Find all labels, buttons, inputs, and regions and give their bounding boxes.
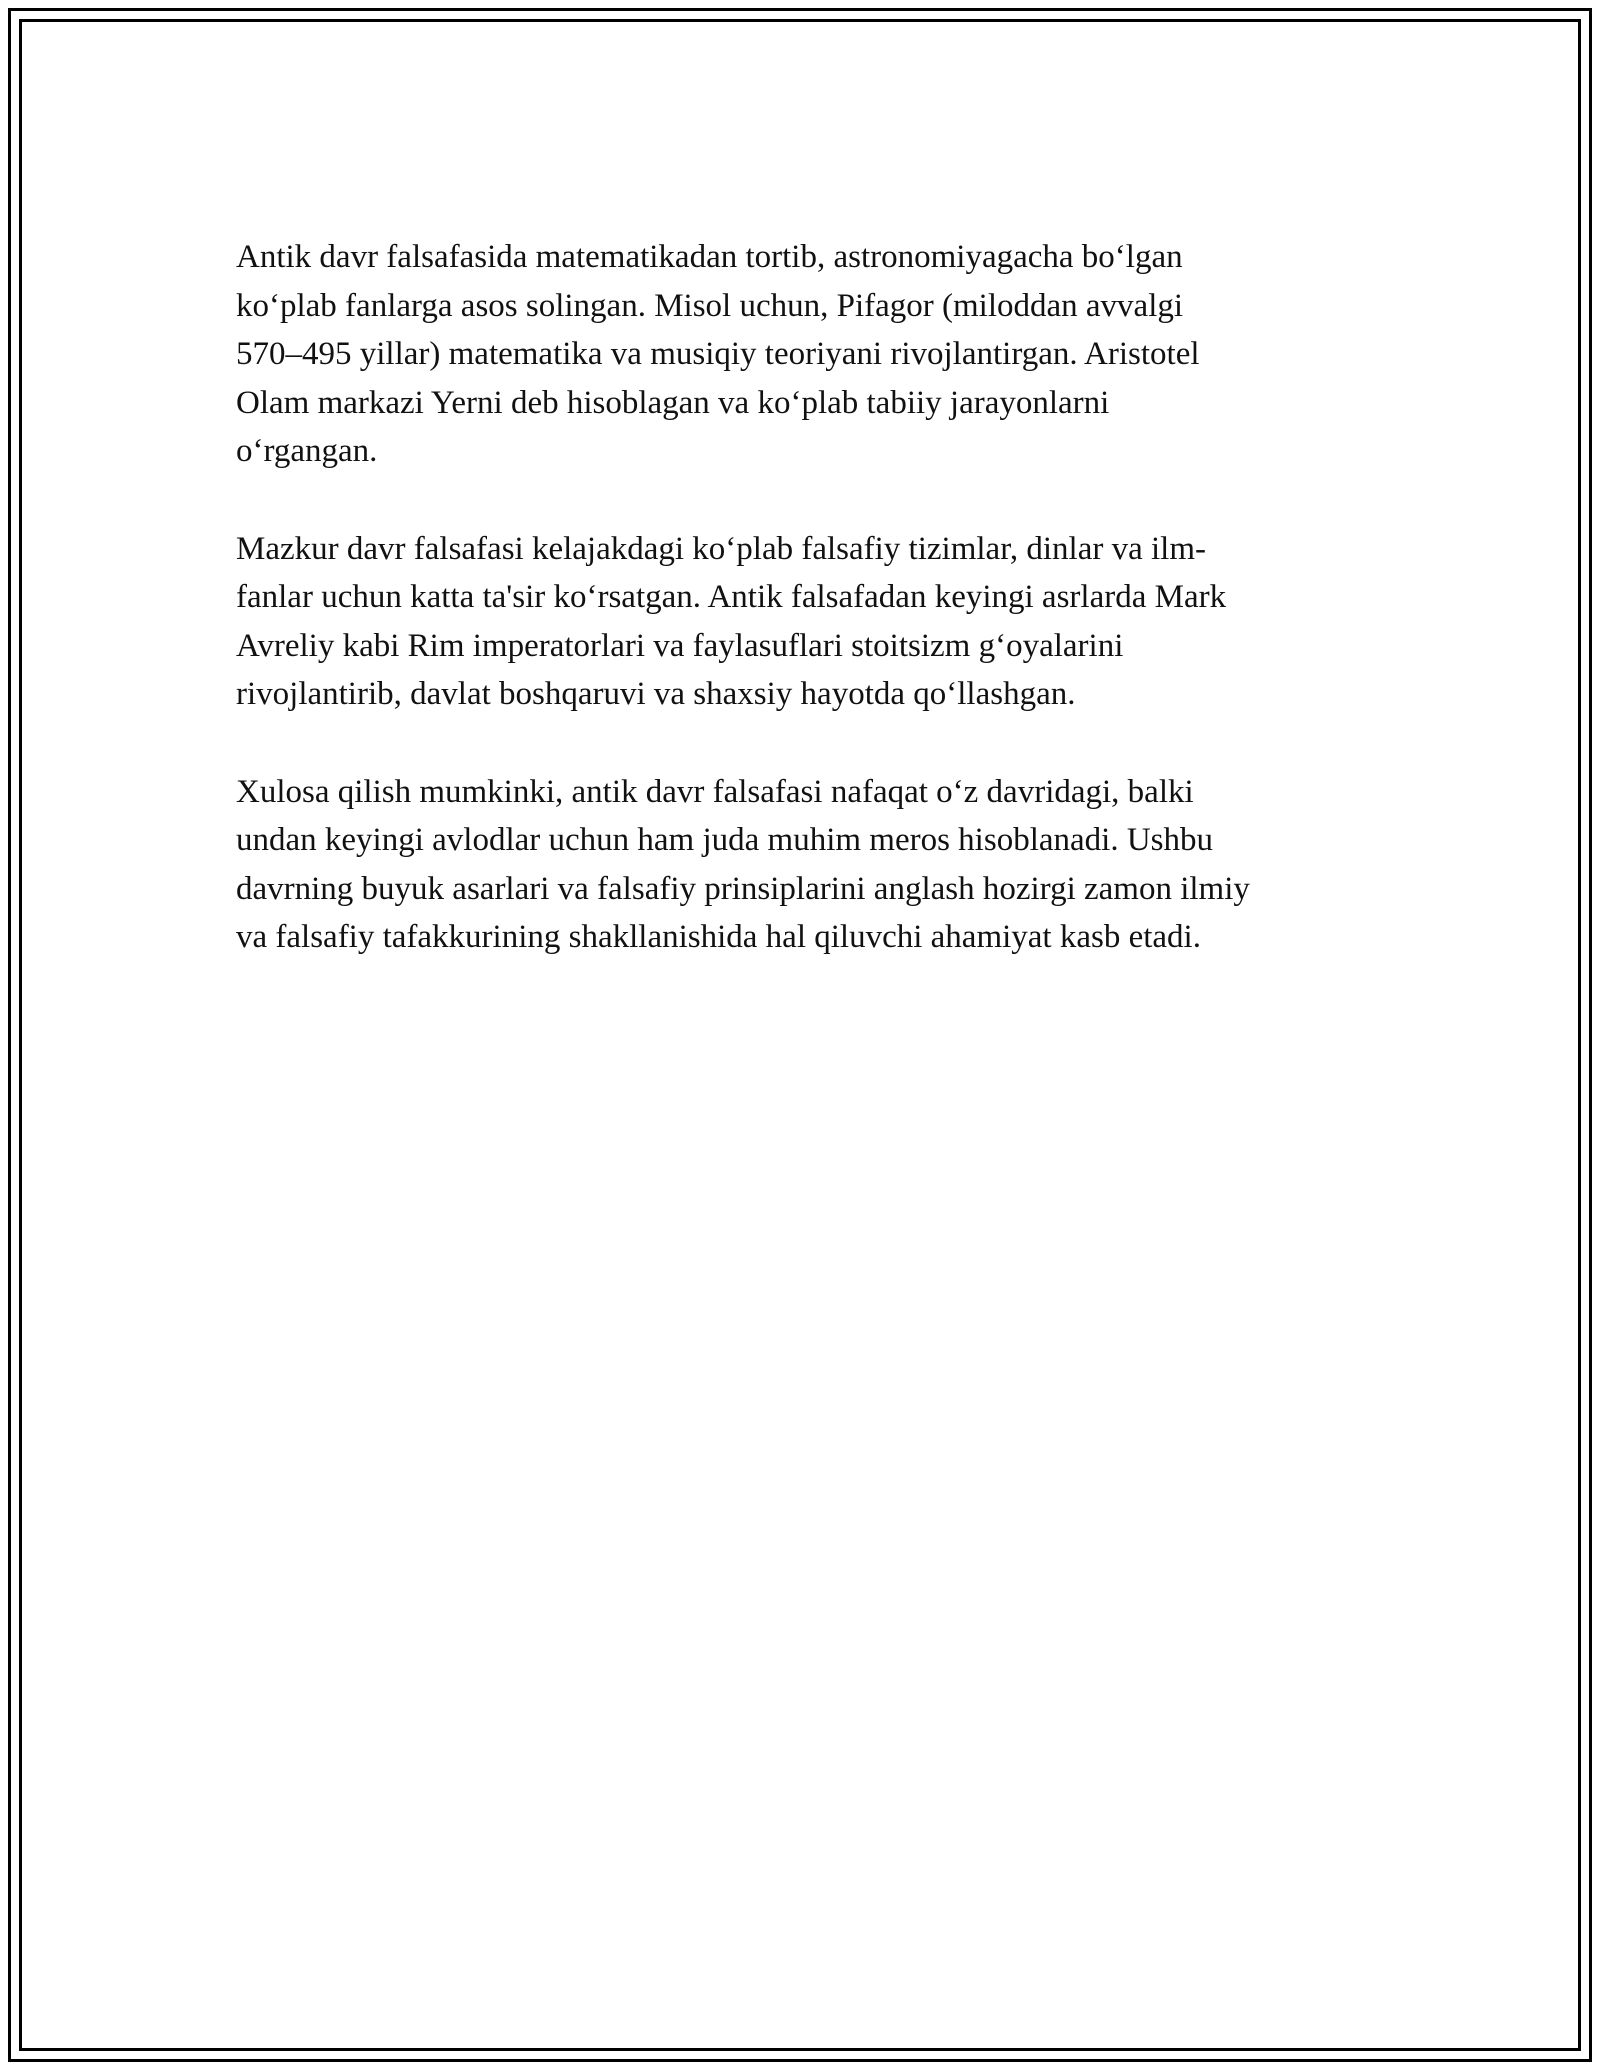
text-line: va falsafiy tafakkurining shakllanishida hal qiluvchi ahamiyat kasb etadi.	[236, 919, 1201, 955]
text-line: Mazkur davr falsafasi kelajakdagi ko‘plab falsafiy tizimlar, dinlar va ilm-	[236, 530, 1206, 567]
paragraph-3	[236, 768, 1386, 962]
text-line: Olam markazi Yerni deb hisoblagan va ko‘plab tabiiy jarayonlarni	[236, 384, 1110, 421]
text-line: ko‘plab fanlarga asos solingan. Misol uchun, Pifagor (miloddan avvalgi	[236, 287, 1184, 324]
paragraph-1	[236, 233, 1386, 476]
paragraph-2	[236, 525, 1386, 719]
document-body	[236, 233, 1386, 1011]
text-line: rivojlantirib, davlat boshqaruvi va shaxsiy hayotda qo‘llashgan.	[236, 676, 1076, 712]
text-line: 570–495 yillar) matematika va musiqiy teoriyani rivojlantirgan. Aristotel	[236, 336, 1200, 372]
text-line: davrning buyuk asarlari va falsafiy prinsiplarini anglash hozirgi zamon ilmiy	[236, 870, 1250, 907]
text-line: o‘rgangan.	[236, 433, 378, 469]
text-line: undan keyingi avlodlar uchun ham juda muhim meros hisoblanadi. Ushbu	[236, 822, 1213, 858]
text-line: Antik davr falsafasida matematikadan tortib, astronomiyagacha bo‘lgan	[236, 239, 1183, 275]
text-line: Xulosa qilish mumkinki, antik davr falsafasi nafaqat o‘z davridagi, balki	[236, 773, 1194, 810]
text-line: fanlar uchun katta ta'sir ko‘rsatgan. Antik falsafadan keyingi asrlarda Mark	[236, 579, 1227, 615]
text-line: Avreliy kabi Rim imperatorlari va faylasuflari stoitsizm g‘oyalarini	[236, 627, 1124, 664]
